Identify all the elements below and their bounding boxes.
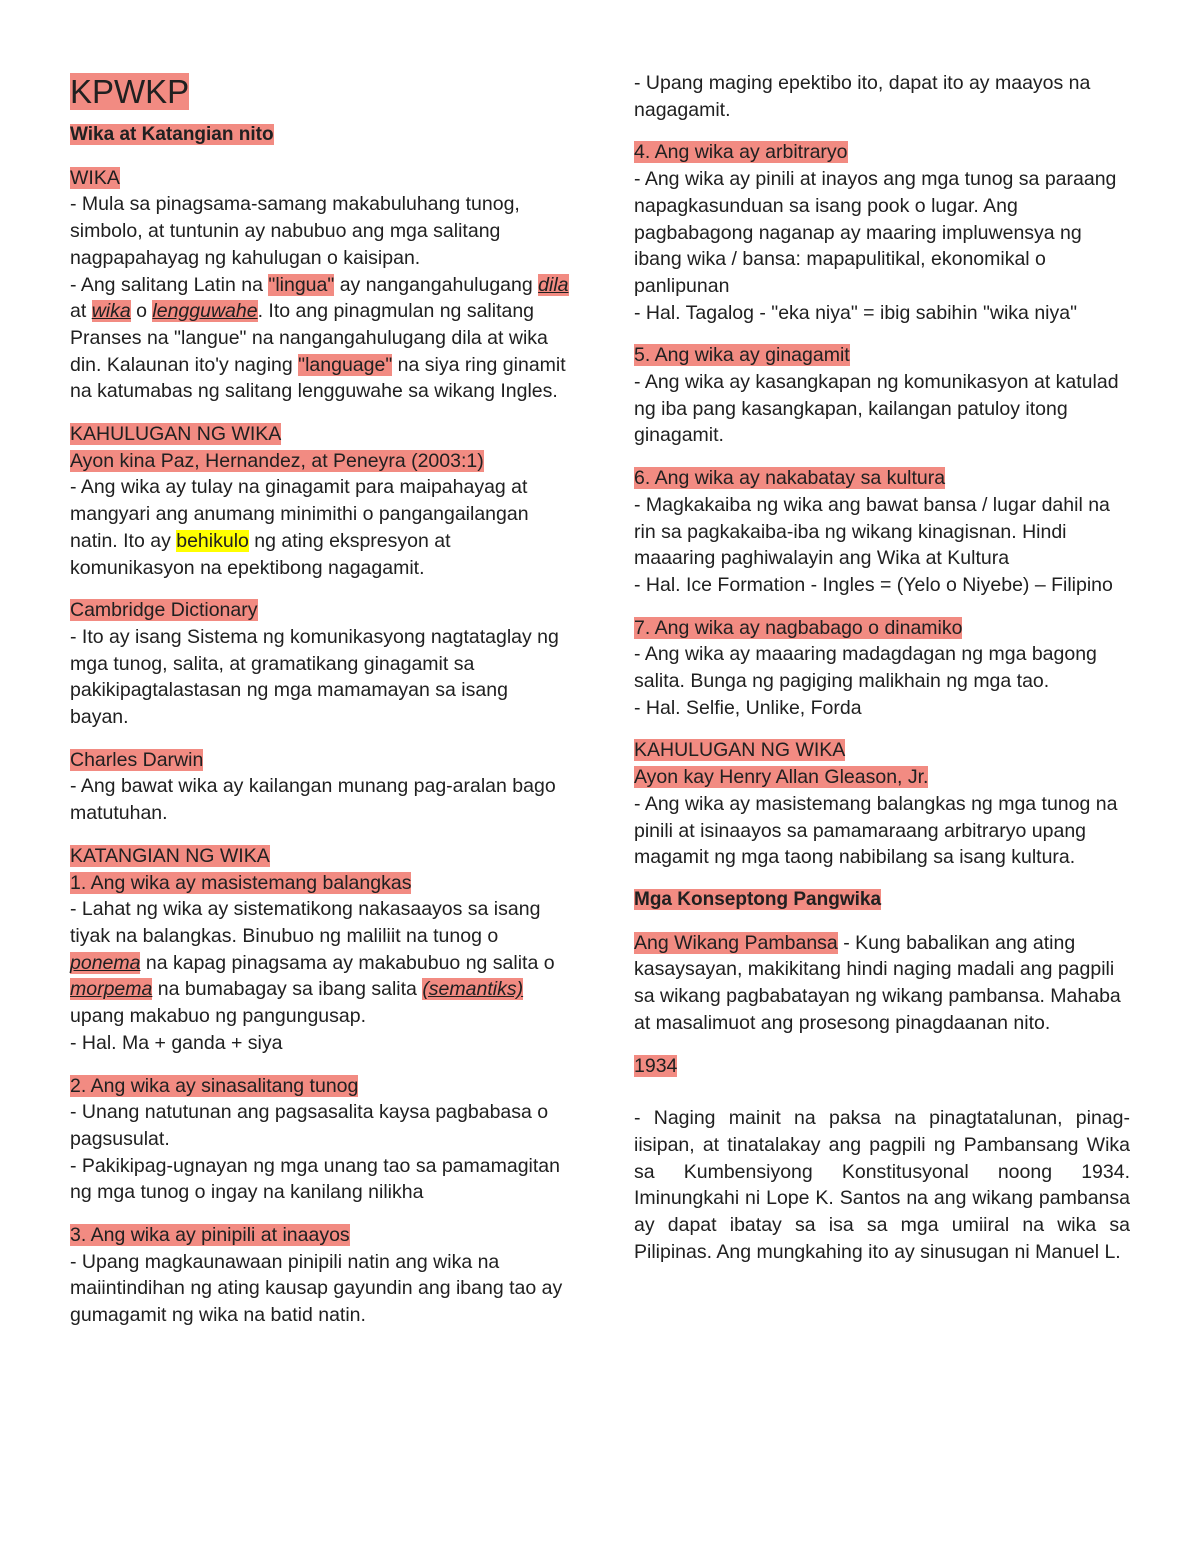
katangian-5-heading: 5. Ang wika ay ginagamit (634, 344, 850, 367)
katangian-4-heading: 4. Ang wika ay arbitraryo (634, 141, 848, 164)
katangian-6-example: - Hal. Ice Formation - Ingles = (Yelo o Niyebe) – Filipino (634, 573, 1113, 596)
kahulugan-paragraph: - Ang wika ay tulay na ginagamit para maipahayag at mangyari ang anumang minimithi o pangangailangan natin. Ito ay behikulo ng ating ekspresyon at komunikasyon na epektibong nagagamit. (70, 476, 529, 579)
katangian-3-paragraph-2: - Upang maging epektibo ito, dapat ito ay maayos na nagagamit. (634, 72, 1091, 121)
darwin-paragraph: - Ang bawat wika ay kailangan munang pag-aralan bago matutuhan. (70, 775, 556, 825)
katangian-3-paragraph-1: - Upang magkaunawaan pinipili natin ang wika na maiintindihan ng ating kausap gayundin ang ibang tao ay gumagamit ng wika na batid natin. (70, 1250, 563, 1327)
year-1934-heading: 1934 (634, 1054, 678, 1077)
konsepto-heading: Mga Konseptong Pangwika (634, 888, 882, 910)
year-1934-paragraph: - Naging mainit na paksa na pinagtatalunan, pinag-iisipan, at tinatalakay ang pagpili ng Pambansang Wika sa Kumbensiyong Konstitusyonal noong 1934. Iminungkahi ni Lope K. Santos na ang wikang pambansa ay dapat ibatay sa isa sa mga umiiral na wika sa Pilipinas. Ang mungkahing ito ay sinusugan ni Manuel L. (634, 1107, 1130, 1263)
right-column (634, 70, 1130, 1265)
kahulugan-2-paragraph: - Ang wika ay masistemang balangkas ng mga tunog na pinili at isinaayos sa pamamaraang arbitraryo upang magamit ng mga taong nabibilang sa isang kultura. (634, 792, 1118, 869)
wikang-pambansa-paragraph: Ang Wikang Pambansa - Kung babalikan ang ating kasaysayan, makikitang hindi naging madali ang pagpili sa wikang pagbabatayan ng wikang pambansa. Mahaba at masalimuot ang prosesong pinagdaanan nito. (634, 931, 1121, 1034)
section-heading: Wika at Katangian nito (70, 124, 274, 145)
katangian-4-example: - Hal. Tagalog - "eka niya" = ibig sabihin "wika niya" (634, 301, 1078, 324)
katangian-2-heading: 2. Ang wika ay sinasalitang tunog (70, 1074, 359, 1097)
katangian-6-heading: 6. Ang wika ay nakabatay sa kultura (634, 467, 946, 490)
katangian-7-paragraph: - Ang wika ay maaaring madagdagan ng mga bagong salita. Bunga ng pagiging malikhain ng mga tao. (634, 643, 1097, 693)
katangian-5-paragraph: - Ang wika ay kasangkapan ng komunikasyon at katulad ng iba pang kasangkapan, kailangan patuloy itong ginagamit. (634, 371, 1119, 447)
kahulugan-heading: KAHULUGAN NG WIKA (70, 423, 282, 446)
katangian-7-heading: 7. Ang wika ay nagbabago o dinamiko (634, 616, 963, 639)
wika-paragraph-1: - Mula sa pinagsama-samang makabuluhang tunog, simbolo, at tuntunin ay nabubuo ang mga salitang nagpapahayag ng kahulugan o kaisipan. (70, 193, 520, 269)
kahulugan-source: Ayon kina Paz, Hernandez, at Peneyra (2003:1) (70, 449, 484, 472)
cambridge-heading: Cambridge Dictionary (70, 599, 258, 622)
wika-heading: WIKA (70, 166, 120, 189)
katangian-6-paragraph: - Magkakaiba ng wika ang bawat bansa / lugar dahil na rin sa pagkakaiba-iba ng wikang kinagisnan. Hindi maaaring paghiwalayin ang Wika at Kultura (634, 493, 1110, 570)
left-column (70, 70, 570, 1329)
kahulugan-2-heading: KAHULUGAN NG WIKA (634, 739, 846, 762)
page-title: KPWKP (70, 73, 190, 110)
katangian-1-example: - Hal. Ma + ganda + siya (70, 1031, 283, 1054)
katangian-heading: KATANGIAN NG WIKA (70, 844, 270, 867)
kahulugan-2-source: Ayon kay Henry Allan Gleason, Jr. (634, 766, 929, 789)
wika-paragraph-2: - Ang salitang Latin na "lingua" ay nangangahulugang dila at wika o lengguwahe. Ito ang pinagmulan ng salitang Pranses na "langue" na nangangahulugang dila at wika din. Kalaunan ito'y naging "language" na siya ring ginamit na katumabas ng salitang lengguwahe sa wikang Ingles. (70, 273, 569, 403)
darwin-heading: Charles Darwin (70, 748, 204, 771)
katangian-3-heading: 3. Ang wika ay pinipili at inaayos (70, 1224, 350, 1247)
katangian-4-paragraph-1: - Ang wika ay pinili at inayos ang mga tunog sa paraang napagkasunduan sa isang pook o lugar. Ang pagbabagong naganap ay maaring impluwensya ng ibang wika / bansa: mapapulitikal, ekonomikal o panlipunan (634, 168, 1117, 297)
katangian-1-heading: 1. Ang wika ay masistemang balangkas (70, 871, 412, 894)
katangian-2-paragraph-1: - Unang natutunan ang pagsasalita kaysa pagbabasa o pagsusulat. (70, 1101, 549, 1150)
katangian-2-paragraph-2: - Pakikipag-ugnayan ng mga unang tao sa pamamagitan ng mga tunog o ingay na kanilang nilikha (70, 1154, 560, 1204)
katangian-7-example: - Hal. Selfie, Unlike, Forda (634, 696, 862, 719)
cambridge-paragraph: - Ito ay isang Sistema ng komunikasyong nagtataglay ng mga tunog, salita, at gramatikang ginagamit sa pakikipagtalastasan ng mga mamamayan sa isang bayan. (70, 625, 559, 729)
katangian-1-paragraph: - Lahat ng wika ay sistematikong nakasaayos sa isang tiyak na balangkas. Binubuo ng maliliit na tunog o ponema na kapag pinagsama ay makabubuo ng salita o morpema na bumabagay sa ibang salita (semantiks) upang makabuo ng pangungusap. (70, 898, 555, 1028)
